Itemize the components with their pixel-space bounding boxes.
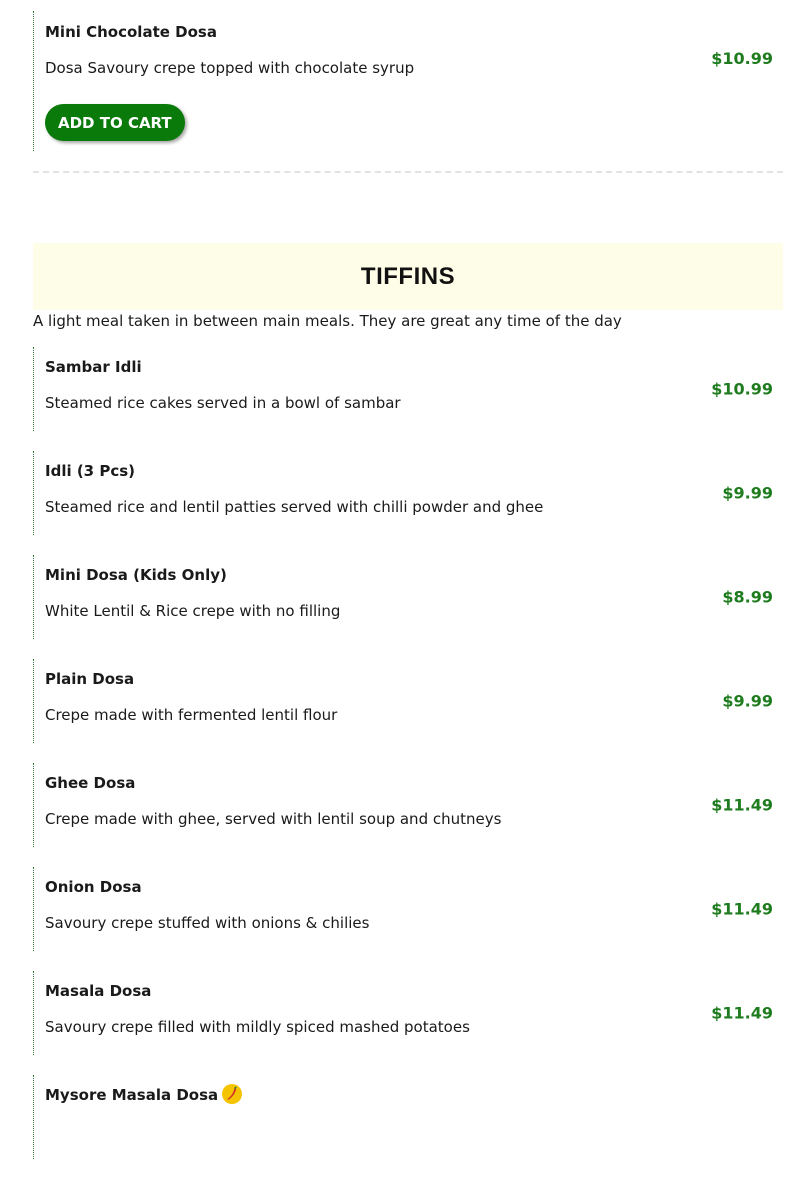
chili-pepper-icon	[222, 1084, 242, 1104]
item-name: Mysore Masala Dosa	[45, 1086, 219, 1104]
item-name: Plain Dosa	[45, 670, 135, 688]
item-price: $9.99	[722, 691, 773, 711]
menu-item[interactable]	[33, 1075, 783, 1159]
item-name: Masala Dosa	[45, 982, 152, 1000]
item-description: White Lentil & Rice crepe with no filling	[45, 602, 341, 620]
item-description: Steamed rice cakes served in a bowl of sambar	[45, 394, 401, 412]
menu-item[interactable]	[33, 867, 783, 951]
item-price: $11.49	[711, 1003, 773, 1023]
item-name: Mini Dosa (Kids Only)	[45, 566, 227, 584]
item-name-row	[45, 1085, 242, 1106]
item-description: Savoury crepe stuffed with onions & chilies	[45, 914, 370, 932]
item-name: Onion Dosa	[45, 878, 142, 896]
item-description: Crepe made with ghee, served with lentil soup and chutneys	[45, 810, 502, 828]
menu-item[interactable]	[33, 555, 783, 639]
menu-item[interactable]	[33, 451, 783, 535]
section-header	[33, 243, 783, 310]
menu-item	[33, 11, 783, 151]
section-description: A light meal taken in between main meals. They are great any time of the day	[33, 312, 622, 330]
menu-container	[33, 0, 783, 1104]
item-name: Idli (3 Pcs)	[45, 462, 136, 480]
menu-item[interactable]	[33, 347, 783, 431]
item-price: $8.99	[722, 587, 773, 607]
menu-item[interactable]	[33, 763, 783, 847]
menu-item-list	[33, 347, 783, 1179]
section-divider	[33, 171, 783, 173]
item-price: $10.99	[711, 49, 773, 68]
item-price: $11.49	[711, 899, 773, 919]
item-price: $10.99	[711, 379, 773, 399]
item-price: $11.49	[711, 795, 773, 815]
item-name: Ghee Dosa	[45, 774, 136, 792]
item-description: Dosa Savoury crepe topped with chocolate syrup	[45, 59, 415, 77]
menu-item[interactable]	[33, 971, 783, 1055]
menu-item[interactable]	[33, 659, 783, 743]
item-price: $9.99	[722, 483, 773, 503]
item-description: Crepe made with fermented lentil flour	[45, 706, 338, 724]
item-description: Steamed rice and lentil patties served with chilli powder and ghee	[45, 498, 544, 516]
add-to-cart-button[interactable]: ADD TO CART	[45, 104, 185, 141]
item-name: Mini Chocolate Dosa	[45, 23, 217, 41]
section-title: TIFFINS	[360, 262, 456, 290]
item-description: Savoury crepe filled with mildly spiced mashed potatoes	[45, 1018, 470, 1036]
item-name: Sambar Idli	[45, 358, 142, 376]
